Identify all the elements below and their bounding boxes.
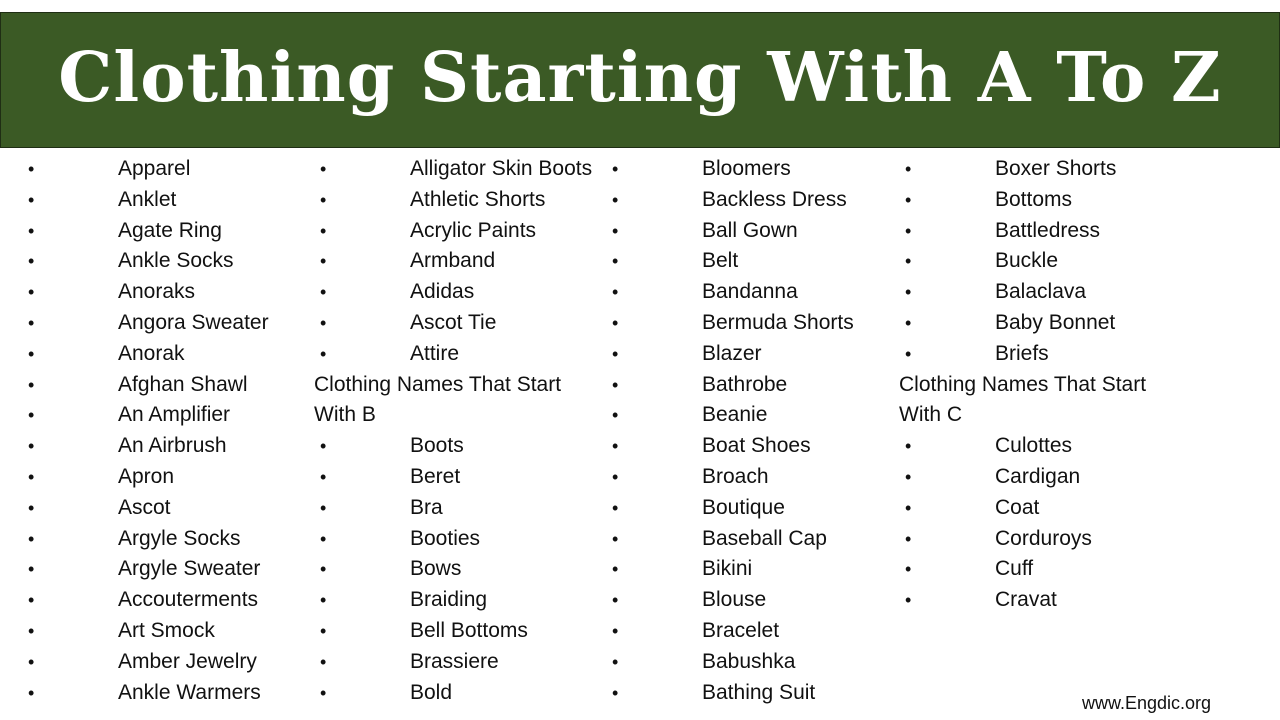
list-item <box>314 431 606 462</box>
list-item <box>606 647 898 678</box>
list-item <box>606 216 898 247</box>
bullet-icon: • <box>612 374 619 395</box>
list-item <box>314 524 606 555</box>
list-item-label: Boxer Shorts <box>995 157 1117 180</box>
bullet-icon: • <box>28 590 35 611</box>
list-item-label: Amber Jewelry <box>118 649 257 673</box>
list-item <box>314 339 606 370</box>
bullet-icon: • <box>28 374 35 395</box>
list-item <box>22 185 314 216</box>
bullet-icon: • <box>320 159 327 179</box>
list-item <box>22 524 314 555</box>
list-item <box>606 678 898 709</box>
list-item-label: Armband <box>410 249 496 273</box>
bullet-icon: • <box>320 497 327 518</box>
list-column-4 <box>899 154 1191 616</box>
list-item <box>314 462 606 493</box>
list-item <box>606 370 898 401</box>
list-item <box>314 678 606 709</box>
list-item-label: Ankle Socks <box>118 249 234 273</box>
bullet-icon: • <box>28 220 35 241</box>
list-item-label: Cardigan <box>995 464 1081 488</box>
list-item <box>314 216 606 247</box>
list-item-label: Adidas <box>410 280 475 304</box>
section-heading-line <box>314 370 606 401</box>
list-item <box>314 277 606 308</box>
list-item-label: Bermuda Shorts <box>702 310 854 334</box>
bullet-icon: • <box>28 282 35 303</box>
list-item <box>606 400 898 431</box>
bullet-icon: • <box>28 251 35 272</box>
list-item-label: Baby Bonnet <box>995 310 1116 334</box>
list-item <box>606 493 898 524</box>
list-item-label: Bell Bottoms <box>410 618 528 642</box>
list-item <box>22 678 314 709</box>
bullet-icon: • <box>612 559 619 580</box>
list-item-label: Belt <box>702 249 739 273</box>
list-item <box>314 185 606 216</box>
bullet-icon: • <box>612 466 619 487</box>
list-item <box>314 246 606 277</box>
list-item-label: Booties <box>410 526 481 550</box>
list-item-label: Brassiere <box>410 649 499 673</box>
list-item <box>22 308 314 339</box>
list-item-label: Cuff <box>995 557 1034 581</box>
bullet-icon: • <box>905 312 912 333</box>
bullet-icon: • <box>612 282 619 303</box>
list-item <box>899 554 1191 585</box>
bullet-icon: • <box>320 189 327 210</box>
list-item <box>606 339 898 370</box>
bullet-icon: • <box>28 343 35 364</box>
list-item <box>314 554 606 585</box>
list-item-label: Bathing Suit <box>702 680 816 704</box>
list-item <box>899 462 1191 493</box>
list-item-label: Broach <box>702 464 769 488</box>
bullet-icon: • <box>320 251 327 272</box>
list-item-label: Afghan Shawl <box>118 372 248 396</box>
list-item-label: Acrylic Paints <box>410 218 537 242</box>
list-item-label: Ball Gown <box>702 218 798 242</box>
list-item <box>606 246 898 277</box>
list-item-label: Buckle <box>995 249 1059 273</box>
bullet-icon: • <box>320 220 327 241</box>
bullet-icon: • <box>320 282 327 303</box>
list-item <box>22 616 314 647</box>
list-item-label: Anorak <box>118 341 185 365</box>
bullet-icon: • <box>905 343 912 364</box>
bullet-icon: • <box>905 159 912 179</box>
list-item <box>606 585 898 616</box>
list-item <box>22 246 314 277</box>
list-item-label: An Airbrush <box>118 434 227 458</box>
bullet-icon: • <box>612 312 619 333</box>
list-item <box>314 154 606 185</box>
bullet-icon: • <box>320 528 327 549</box>
list-item-label: Blouse <box>702 588 767 612</box>
list-item <box>22 339 314 370</box>
list-item <box>606 185 898 216</box>
section-heading-line <box>899 400 1191 431</box>
bullet-icon: • <box>28 312 35 333</box>
list-item <box>899 431 1191 462</box>
list-item-label: Coat <box>995 495 1040 519</box>
list-item <box>899 308 1191 339</box>
list-item-label: Beanie <box>702 403 768 427</box>
list-item-label: Ascot Tie <box>410 310 497 334</box>
list-item-label: Briefs <box>995 341 1049 365</box>
list-item-label: Agate Ring <box>118 218 222 242</box>
title-banner <box>0 12 1280 148</box>
list-item-label: Bows <box>410 557 462 581</box>
list-item <box>314 616 606 647</box>
list-item <box>314 493 606 524</box>
bullet-icon: • <box>905 220 912 241</box>
list-item-label: Bra <box>410 495 443 519</box>
list-item <box>22 370 314 401</box>
bullet-icon: • <box>320 590 327 611</box>
list-item <box>606 154 898 185</box>
section-heading-text: With C <box>899 403 962 427</box>
list-item-label: Apparel <box>118 157 191 180</box>
list-item-label: Boutique <box>702 495 785 519</box>
list-item-label: Corduroys <box>995 526 1092 550</box>
bullet-icon: • <box>612 251 619 272</box>
list-item-label: Boat Shoes <box>702 434 811 458</box>
list-item-label: Bikini <box>702 557 753 581</box>
list-item-label: Cravat <box>995 588 1057 612</box>
list-item <box>22 647 314 678</box>
bullet-icon: • <box>612 159 619 179</box>
list-item-label: Anklet <box>118 187 177 211</box>
section-heading-text: Clothing Names That Start <box>314 372 562 396</box>
section-heading-line <box>314 400 606 431</box>
list-item-label: Art Smock <box>118 618 215 642</box>
list-item-label: Blazer <box>702 341 762 365</box>
list-item-label: Argyle Socks <box>118 526 241 550</box>
list-item <box>314 647 606 678</box>
list-item <box>899 585 1191 616</box>
bullet-icon: • <box>612 590 619 611</box>
list-item <box>899 493 1191 524</box>
bullet-icon: • <box>612 651 619 672</box>
list-item <box>314 585 606 616</box>
bullet-icon: • <box>905 189 912 210</box>
list-item-label: Braiding <box>410 588 488 612</box>
bullet-icon: • <box>320 651 327 672</box>
list-item <box>22 493 314 524</box>
list-item <box>606 524 898 555</box>
bullet-icon: • <box>28 528 35 549</box>
list-item-label: Balaclava <box>995 280 1087 304</box>
list-item <box>899 185 1191 216</box>
list-item <box>899 154 1191 185</box>
list-item-label: Bracelet <box>702 618 780 642</box>
list-item <box>606 308 898 339</box>
bullet-icon: • <box>905 282 912 303</box>
bullet-icon: • <box>612 682 619 703</box>
list-item <box>22 216 314 247</box>
bullet-icon: • <box>28 405 35 426</box>
bullet-icon: • <box>28 497 35 518</box>
list-item-label: Bloomers <box>702 157 791 180</box>
list-item <box>899 246 1191 277</box>
list-item <box>22 585 314 616</box>
list-item <box>22 277 314 308</box>
list-item <box>22 431 314 462</box>
bullet-icon: • <box>905 590 912 611</box>
list-item-label: Alligator Skin Boots <box>410 157 593 180</box>
list-item-label: Athletic Shorts <box>410 187 546 211</box>
list-item <box>606 554 898 585</box>
list-item-label: Attire <box>410 341 460 365</box>
list-item-label: Bold <box>410 680 453 704</box>
bullet-icon: • <box>612 528 619 549</box>
bullet-icon: • <box>320 343 327 364</box>
list-item-label: Bottoms <box>995 187 1073 211</box>
list-item-label: Beret <box>410 464 461 488</box>
list-column-2 <box>314 154 606 708</box>
bullet-icon: • <box>905 466 912 487</box>
section-heading-text: Clothing Names That Start <box>899 372 1147 396</box>
bullet-icon: • <box>28 559 35 580</box>
site-watermark: www.Engdic.org <box>1082 693 1212 713</box>
list-item <box>22 154 314 185</box>
section-heading-line <box>899 370 1191 401</box>
bullet-icon: • <box>320 682 327 703</box>
list-item <box>899 216 1191 247</box>
bullet-icon: • <box>28 189 35 210</box>
bullet-icon: • <box>612 220 619 241</box>
list-item <box>22 462 314 493</box>
bullet-icon: • <box>320 620 327 641</box>
bullet-icon: • <box>28 651 35 672</box>
bullet-icon: • <box>612 189 619 210</box>
list-item-label: Apron <box>118 464 175 488</box>
bullet-icon: • <box>28 466 35 487</box>
bullet-icon: • <box>28 682 35 703</box>
list-item <box>606 277 898 308</box>
list-item-label: Babushka <box>702 649 796 673</box>
list-item <box>606 616 898 647</box>
list-item-label: Bathrobe <box>702 372 788 396</box>
bullet-icon: • <box>28 620 35 641</box>
list-item <box>606 462 898 493</box>
bullet-icon: • <box>905 528 912 549</box>
list-item-label: Bandanna <box>702 280 798 304</box>
bullet-icon: • <box>612 620 619 641</box>
bullet-icon: • <box>320 559 327 580</box>
list-column-3 <box>606 154 898 708</box>
list-item-label: Culottes <box>995 434 1073 458</box>
bullet-icon: • <box>905 436 912 457</box>
list-item-label: Ascot <box>118 495 171 519</box>
list-item-label: Boots <box>410 434 464 458</box>
list-column-1 <box>22 154 314 708</box>
list-item <box>899 339 1191 370</box>
list-item-label: Ankle Warmers <box>118 680 261 704</box>
bullet-icon: • <box>905 559 912 580</box>
list-item <box>314 308 606 339</box>
list-item-label: Backless Dress <box>702 187 847 211</box>
list-item-label: Baseball Cap <box>702 526 827 550</box>
list-item-label: An Amplifier <box>118 403 231 427</box>
list-item-label: Angora Sweater <box>118 310 269 334</box>
bullet-icon: • <box>320 436 327 457</box>
list-item <box>22 554 314 585</box>
section-heading-text: With B <box>314 403 376 427</box>
bullet-icon: • <box>612 497 619 518</box>
page-title: Clothing Starting With A To Z <box>58 38 1222 118</box>
list-item <box>899 524 1191 555</box>
list-item-label: Accouterments <box>118 588 259 612</box>
list-item-label: Anoraks <box>118 280 196 304</box>
bullet-icon: • <box>612 405 619 426</box>
list-item <box>899 277 1191 308</box>
list-item <box>22 400 314 431</box>
list-item-label: Argyle Sweater <box>118 557 261 581</box>
bullet-icon: • <box>320 312 327 333</box>
bullet-icon: • <box>905 251 912 272</box>
bullet-icon: • <box>28 436 35 457</box>
bullet-icon: • <box>612 436 619 457</box>
bullet-icon: • <box>905 497 912 518</box>
list-item-label: Battledress <box>995 218 1101 242</box>
bullet-icon: • <box>28 159 35 179</box>
bullet-icon: • <box>612 343 619 364</box>
list-item <box>606 431 898 462</box>
bullet-icon: • <box>320 466 327 487</box>
